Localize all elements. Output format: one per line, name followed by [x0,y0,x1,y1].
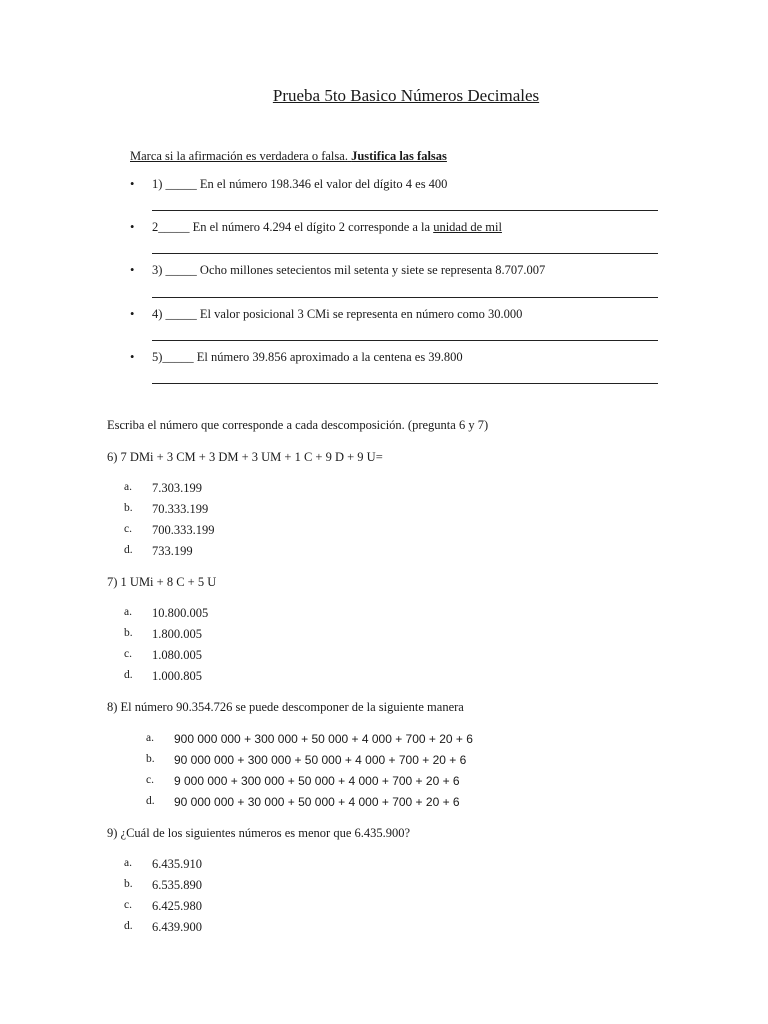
bullet-icon: • [130,263,135,277]
bullet-icon: • [130,350,135,364]
bullet-icon: • [130,307,135,321]
answer-line[interactable] [152,253,658,254]
page-title: Prueba 5to Basico Números Decimales [272,86,540,105]
question-7: 7) 1 UMi + 8 C + 5 U [107,575,217,589]
instruction-normal: Marca si la afirmación es verdadera o falsa. [130,149,348,163]
bullet-icon: • [130,177,135,191]
worksheet-page: Prueba 5to Basico Números Decimales Marca si la afirmación es verdadera o falsa. Justifica las falsas • 1) _____ En el número 198.346 el valor del dígito 4 es 400 • 2_____ En el número 4.294 el dígito 2 corresponde a la unidad de mil • 3) _____ Ocho millones setecientos mil setenta y siete se representa 8.707.007 • 4) _____ El valor posicional 3 CMi se representa en número como 30.000 • 5)_____ El número 39.856 aproximado a la centena es 39.800 Escriba el número que corresponde a cada descomposición. (pregunta 6 y 7) 6) 7 DMi + 3 CM + 3 DM + 3 UM + 1 C + 9 D + 9 U= a. 7.303.199 b. 70.333.199 c. 700.333.199 d. 733.199 7) 1 UMi + 8 C + 5 U a. 10.800.005 b. 1.800.005 c. 1.080.005 d. 1.000.805 8) El número 90.354.726 se puede descomponer de la siguiente manera a. 900 000 000 + 300 000 + 50 000 + 4 000 + 700 + 20 + 6 b. 90 000 000 + 300 000 + 50 000 + 4 000 + 700 + 20 + 6 c. 9 000 000 + 300 000 + 50 000 + 4 000 + 700 + 20 + 6 d. 90 000 000 + 30 000 + 50 000 + 4 000 + 700 + 20 + 6 9) ¿Cuál de los siguientes números es menor que 6.435.900? a. 6.435.910 b. 6.535.890 c. 6.425.980 d. 6.439.900 [0,0,768,1024]
question-8: 8) El número 90.354.726 se puede descomponer de la siguiente manera [107,700,464,714]
underlined-term: unidad de mil [433,220,502,234]
section-instruction: Escriba el número que corresponde a cada descomposición. (pregunta 6 y 7) [107,418,489,432]
bullet-icon: • [130,220,135,234]
instruction-bold: Justifica las falsas [351,149,447,163]
question-9: 9) ¿Cuál de los siguientes números es menor que 6.435.900? [107,826,411,840]
answer-line[interactable] [152,340,658,341]
question-6: 6) 7 DMi + 3 CM + 3 DM + 3 UM + 1 C + 9 D + 9 U= [107,450,383,464]
answer-line[interactable] [152,297,658,298]
answer-line[interactable] [152,383,658,384]
answer-line[interactable] [152,210,658,211]
instruction [130,149,447,164]
